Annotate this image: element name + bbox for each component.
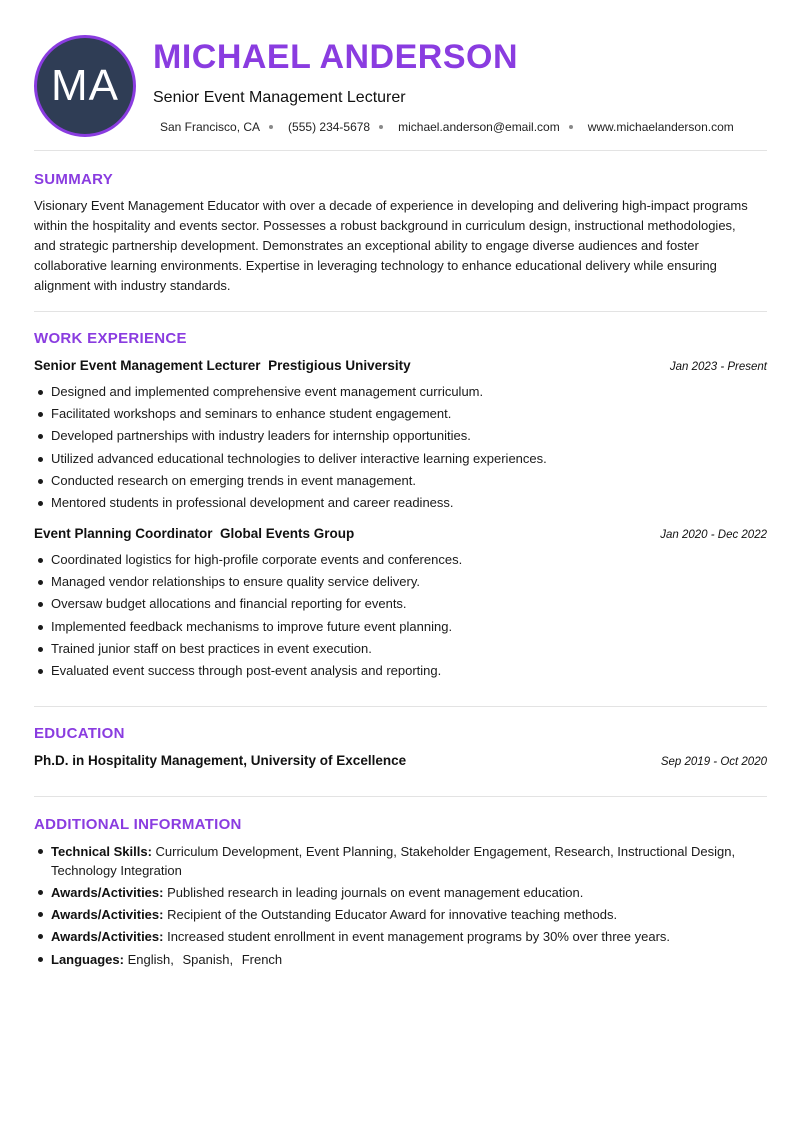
summary-title: SUMMARY [34, 171, 114, 188]
languages-label: Languages: [51, 952, 124, 967]
list-item: Developed partnerships with industry leaders for internship opportunities. [34, 425, 767, 447]
language-item: English, [127, 952, 174, 967]
list-item: Conducted research on emerging trends in event management. [34, 470, 767, 492]
list-item [34, 927, 767, 946]
separator-dot-icon [379, 125, 383, 129]
contact-email[interactable]: michael.anderson@email.com [398, 120, 560, 134]
additional-bullets [34, 842, 767, 972]
education-entry [34, 753, 767, 768]
list-item [34, 883, 767, 902]
item-label: Awards/Activities: [51, 885, 164, 900]
job-role: Senior Event Management Lecturer [34, 358, 261, 373]
job-header [34, 358, 767, 373]
job-dates: Jan 2023 - Present [669, 361, 767, 373]
list-item [34, 905, 767, 924]
list-item: Mentored students in professional development and career readiness. [34, 492, 767, 514]
job-header [34, 526, 767, 541]
item-label: Awards/Activities: [51, 907, 164, 922]
summary-divider [34, 311, 767, 312]
separator-dot-icon [269, 125, 273, 129]
list-item: Trained junior staff on best practices in event execution. [34, 638, 767, 660]
list-item: Coordinated logistics for high-profile corporate events and conferences. [34, 549, 767, 571]
list-item: Managed vendor relationships to ensure quality service delivery. [34, 571, 767, 593]
contact-phone[interactable]: (555) 234-5678 [288, 120, 371, 134]
language-item: Spanish, [182, 952, 234, 967]
item-label: Technical Skills: [51, 844, 152, 859]
separator-dot-icon [569, 125, 573, 129]
list-item [34, 842, 767, 880]
job-role: Event Planning Coordinator [34, 526, 213, 541]
language-item: French [241, 952, 283, 967]
avatar-initials: MA [51, 61, 119, 110]
education-divider [34, 796, 767, 797]
additional-title: ADDITIONAL INFORMATION [34, 816, 242, 833]
item-text: Increased student enrollment in event management programs by 30% over three years. [167, 929, 671, 944]
experience-divider [34, 706, 767, 707]
candidate-name: MICHAEL ANDERSON [153, 38, 519, 76]
item-text: Recipient of the Outstanding Educator Award for innovative teaching methods. [167, 907, 618, 922]
job-bullets [34, 381, 767, 514]
job-company: Prestigious University [268, 358, 411, 373]
list-item: Oversaw budget allocations and financial reporting for events. [34, 593, 767, 615]
list-item: Implemented feedback mechanisms to improve future event planning. [34, 616, 767, 638]
contact-location: San Francisco, CA [160, 120, 261, 134]
contact-website[interactable]: www.michaelanderson.com [587, 120, 734, 134]
avatar [34, 35, 136, 137]
list-item: Designed and implemented comprehensive event management curriculum. [34, 381, 767, 403]
item-text: Published research in leading journals on event management education. [167, 885, 584, 900]
job-company: Global Events Group [220, 526, 355, 541]
education-degree: Ph.D. in Hospitality Management, University of Excellence [34, 753, 407, 768]
job-bullets [34, 549, 767, 682]
list-item: Utilized advanced educational technologies to deliver interactive learning experiences. [34, 448, 767, 470]
summary-text: Visionary Event Management Educator with over a decade of experience in developing and delivering high-impact programs within the hospitality and events sector. Possesses a robust background in curriculum design, instructional methodologies, and strategic partnership development. Demonstrates an exceptional ability to engage diverse audiences and foster collaborative learning environments. Expertise in leveraging technology to enhance educational delivery while ensuring alignment with industry standards. [34, 198, 748, 293]
list-item: Facilitated workshops and seminars to enhance student engagement. [34, 403, 767, 425]
list-item [34, 950, 767, 969]
header-divider [34, 150, 767, 151]
list-item: Evaluated event success through post-event analysis and reporting. [34, 660, 767, 682]
candidate-headline: Senior Event Management Lecturer [153, 89, 406, 106]
experience-title: WORK EXPERIENCE [34, 330, 187, 347]
item-text: Curriculum Development, Event Planning, Stakeholder Engagement, Research, Instructional Design, Technology Integration [51, 844, 736, 878]
job-title [34, 526, 354, 541]
education-dates: Sep 2019 - Oct 2020 [660, 756, 767, 768]
education-title: EDUCATION [34, 725, 125, 742]
contact-bar [160, 120, 734, 134]
job-title [34, 358, 411, 373]
item-label: Awards/Activities: [51, 929, 164, 944]
job-dates: Jan 2020 - Dec 2022 [660, 529, 767, 541]
